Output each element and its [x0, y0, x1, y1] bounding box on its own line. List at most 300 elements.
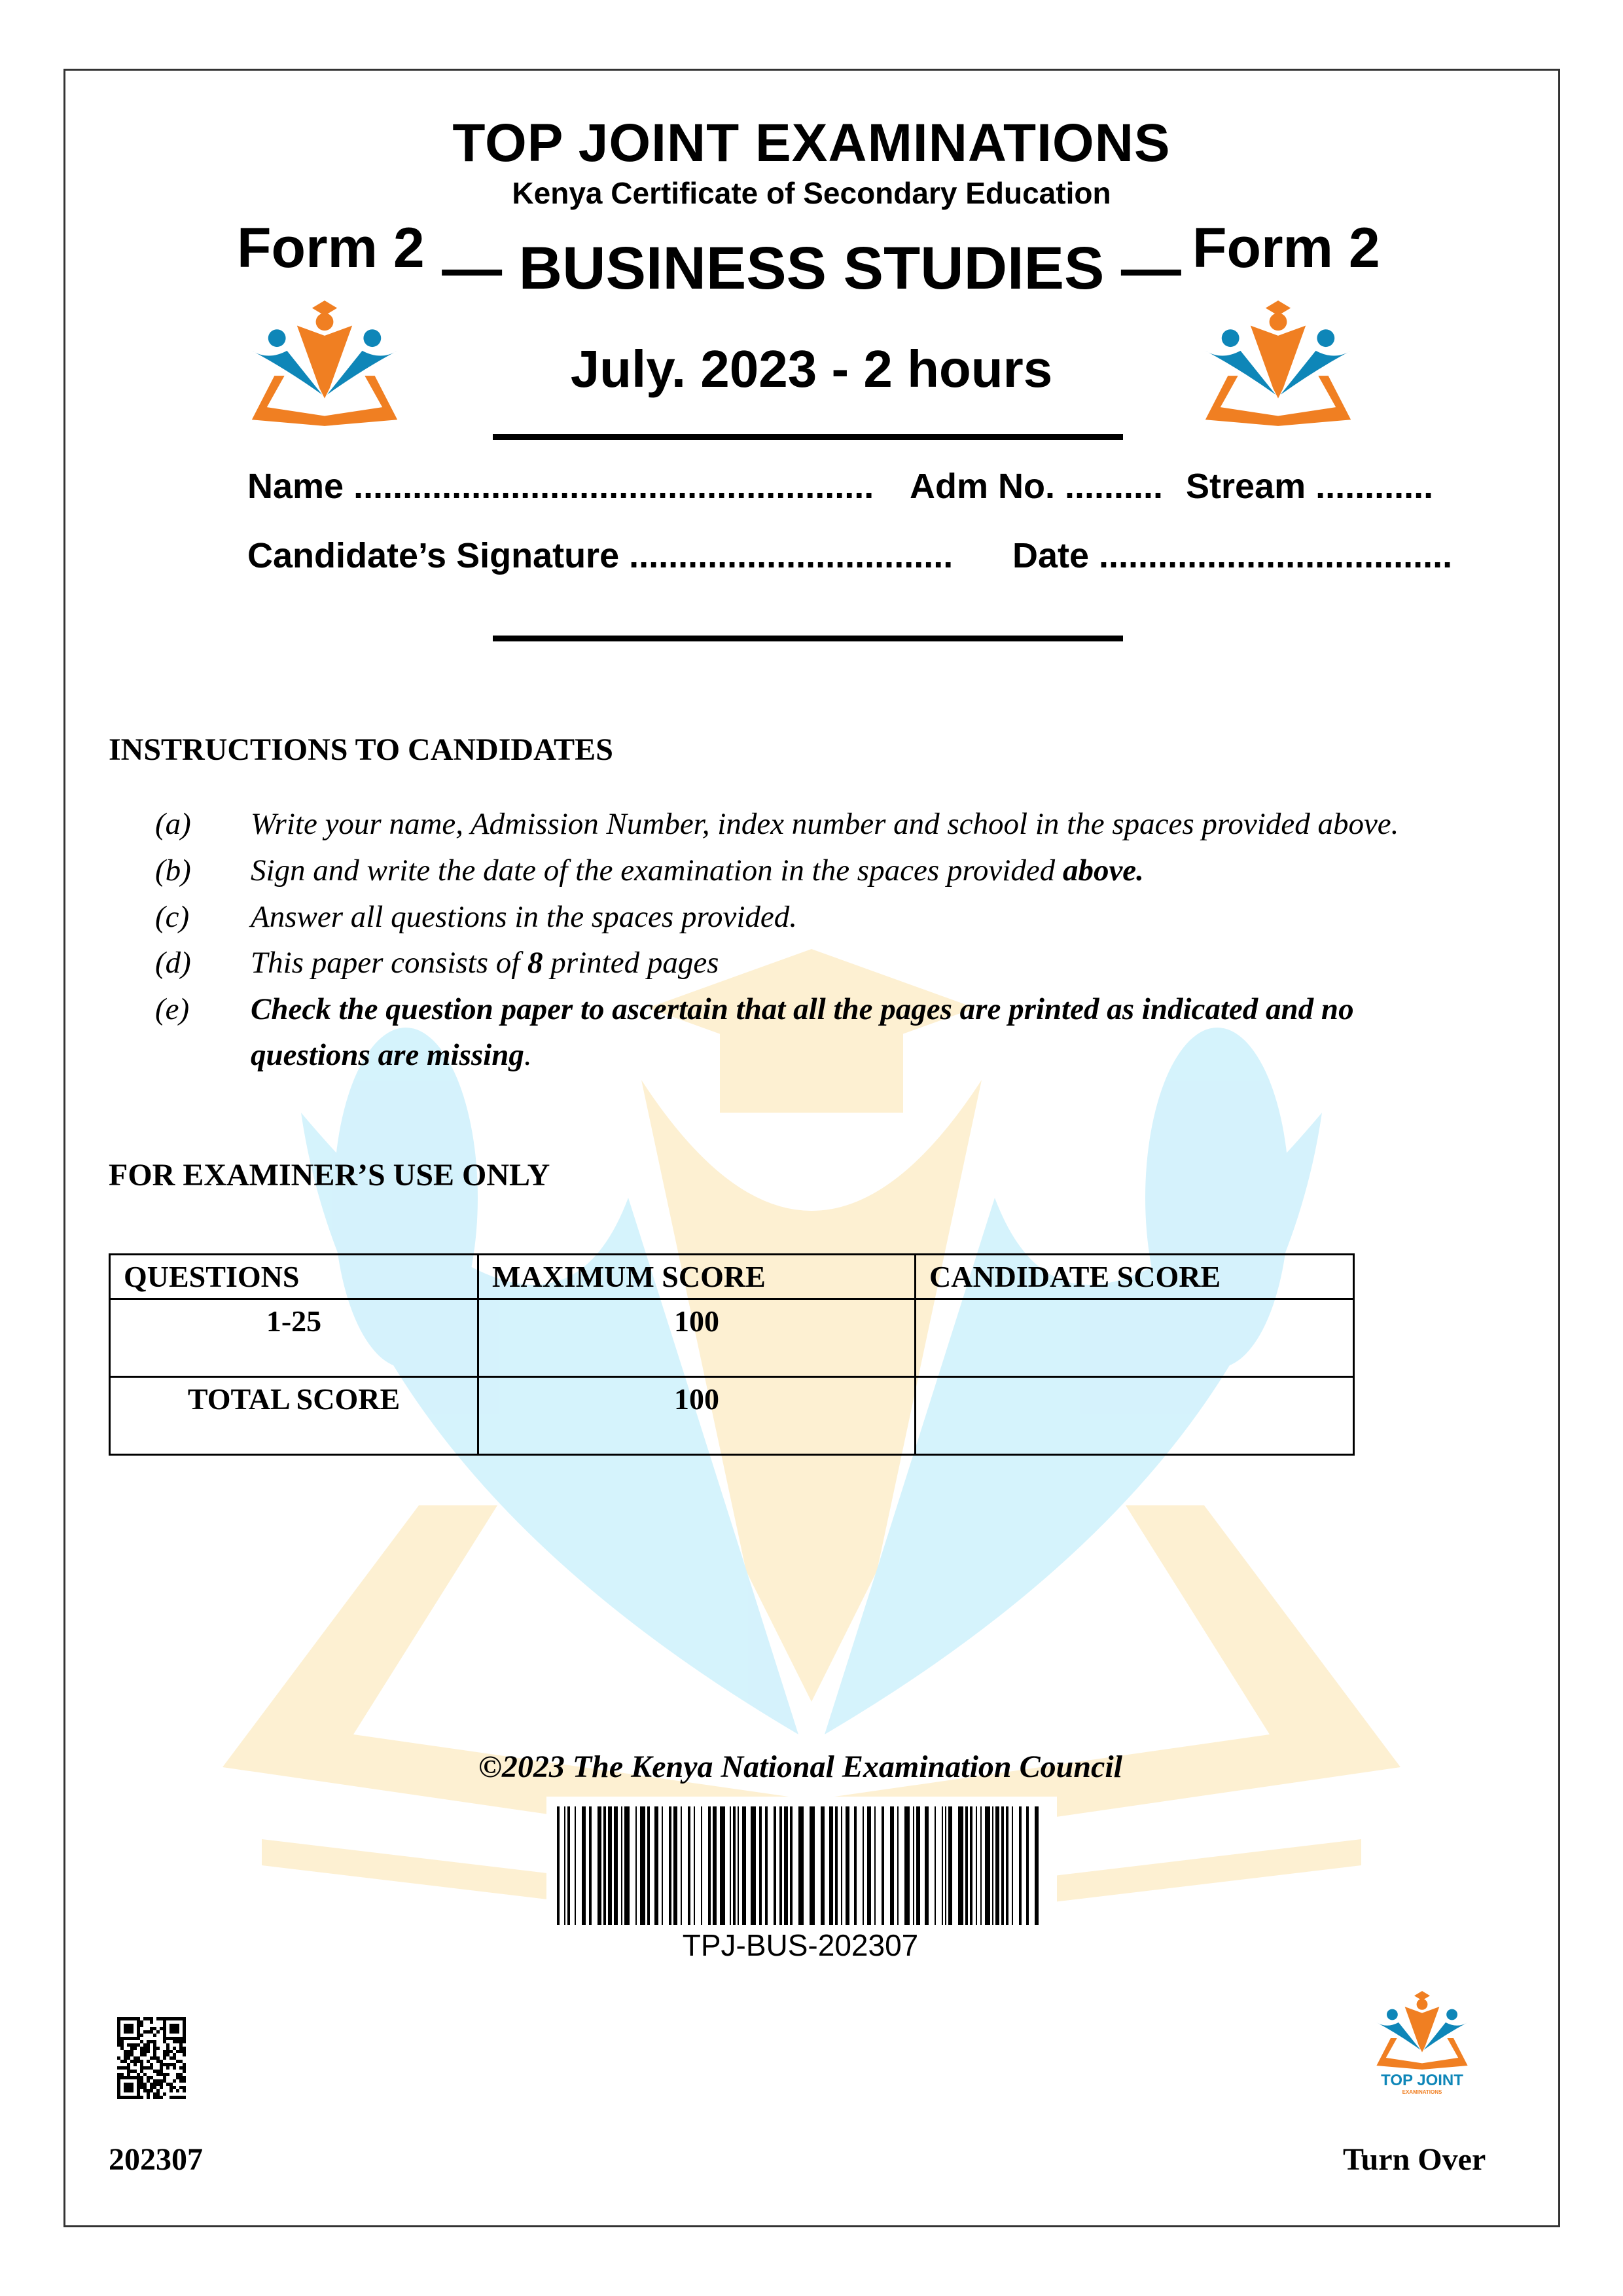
barcode-bar: [890, 1806, 894, 1925]
qr-module: [176, 2089, 179, 2092]
barcode-bar: [913, 1806, 914, 1925]
qr-module: [127, 2089, 130, 2092]
exam-subtitle: Kenya Certificate of Secondary Education: [512, 176, 1111, 210]
qr-module: [127, 2076, 130, 2079]
qr-module: [153, 2086, 156, 2089]
qr-module: [150, 2076, 153, 2079]
barcode-bar: [945, 1806, 946, 1925]
qr-module: [163, 2092, 166, 2096]
qr-module: [153, 2070, 156, 2073]
barcode-bar: [774, 1806, 776, 1925]
barcode-text: TPJ-BUS-202307: [682, 1928, 919, 1962]
qr-module: [156, 2079, 160, 2083]
qr-module: [147, 2079, 150, 2083]
barcode-bar: [867, 1806, 871, 1925]
qr-module: [117, 2079, 120, 2083]
qr-module: [176, 2017, 179, 2020]
qr-module: [140, 2034, 143, 2037]
qr-module: [179, 2096, 183, 2099]
qr-module: [127, 2066, 130, 2070]
qr-module: [160, 2096, 163, 2099]
qr-module: [130, 2027, 134, 2030]
qr-module: [183, 2066, 186, 2070]
qr-module: [120, 2040, 124, 2043]
signature-field[interactable]: Candidate’s Signature .................................: [247, 536, 954, 575]
qr-module: [117, 2096, 120, 2099]
barcode-bar: [829, 1806, 833, 1925]
barcode-bar: [647, 1806, 650, 1925]
qr-module: [127, 2050, 130, 2053]
qr-module: [134, 2017, 137, 2020]
qr-module: [137, 2083, 140, 2086]
qr-module: [166, 2053, 169, 2056]
qr-module: [137, 2020, 140, 2024]
qr-module: [156, 2030, 160, 2034]
qr-module: [134, 2056, 137, 2060]
qr-module: [169, 2063, 173, 2066]
qr-module: [127, 2086, 130, 2089]
qr-module: [160, 2017, 163, 2020]
turn-over-text: Turn Over: [1343, 2142, 1486, 2177]
qr-module: [117, 2092, 120, 2096]
qr-module: [183, 2034, 186, 2037]
qr-module: [117, 2027, 120, 2030]
qr-module: [153, 2050, 156, 2053]
qr-module: [137, 2030, 140, 2034]
qr-module: [134, 2096, 137, 2099]
qr-module: [130, 2083, 134, 2086]
qr-module: [179, 2076, 183, 2079]
qr-module: [179, 2079, 183, 2083]
qr-module: [179, 2047, 183, 2050]
qr-module: [179, 2050, 183, 2053]
barcode-bar: [742, 1806, 746, 1925]
qr-module: [147, 2047, 150, 2050]
barcode-bar: [1035, 1806, 1039, 1925]
qr-module: [140, 2053, 143, 2056]
candidate-score-cell[interactable]: [916, 1377, 1354, 1455]
qr-module: [166, 2037, 169, 2040]
qr-module: [153, 2083, 156, 2086]
qr-module: [173, 2096, 176, 2099]
qr-module: [124, 2050, 127, 2053]
qr-module: [140, 2040, 143, 2043]
qr-module: [179, 2086, 183, 2089]
qr-module: [117, 2024, 120, 2027]
qr-module: [140, 2076, 143, 2079]
qr-module: [137, 2043, 140, 2047]
instruction-letter: (c): [155, 900, 190, 934]
qr-module: [169, 2056, 173, 2060]
barcode-bar: [863, 1806, 864, 1925]
qr-module: [137, 2089, 140, 2092]
instruction-letter: (a): [155, 807, 191, 841]
qr-module: [147, 2066, 150, 2070]
max-score-cell: 100: [478, 1377, 916, 1455]
barcode-bar: [575, 1806, 576, 1925]
qr-module: [127, 2037, 130, 2040]
qr-module: [150, 2063, 153, 2066]
barcode-bar: [942, 1806, 943, 1925]
barcode-bar: [713, 1806, 717, 1925]
qr-module: [147, 2040, 150, 2043]
qr-module: [150, 2086, 153, 2089]
barcode-bar: [970, 1806, 972, 1925]
qr-module: [179, 2060, 183, 2063]
qr-module: [153, 2034, 156, 2037]
qr-module: [137, 2073, 140, 2076]
qr-code-icon: [117, 2016, 186, 2100]
qr-module: [160, 2073, 163, 2076]
qr-module: [137, 2034, 140, 2037]
qr-module: [150, 2056, 153, 2060]
qr-module: [127, 2083, 130, 2086]
qr-module: [130, 2096, 134, 2099]
barcode-bar: [597, 1806, 601, 1925]
qr-module: [173, 2079, 176, 2083]
qr-module: [173, 2024, 176, 2027]
form-label-left: Form 2: [237, 217, 425, 279]
barcode-bar: [995, 1806, 999, 1925]
qr-module: [169, 2027, 173, 2030]
barcode-icon: [557, 1806, 1044, 1925]
barcode-bar: [841, 1806, 842, 1925]
qr-module: [143, 2086, 147, 2089]
barcode-bar: [708, 1806, 711, 1925]
qr-module: [173, 2040, 176, 2043]
qr-module: [143, 2073, 147, 2076]
qr-module: [143, 2089, 147, 2092]
qr-module: [134, 2047, 137, 2050]
qr-module: [130, 2047, 134, 2050]
qr-module: [134, 2037, 137, 2040]
table-row: [110, 1377, 1354, 1455]
qr-module: [120, 2047, 124, 2050]
qr-module: [150, 2030, 153, 2034]
qr-module: [163, 2020, 166, 2024]
qr-module: [147, 2092, 150, 2096]
qr-module: [137, 2096, 140, 2099]
qr-module: [160, 2070, 163, 2073]
qr-module: [130, 2060, 134, 2063]
qr-module: [143, 2066, 147, 2070]
qr-module: [130, 2043, 134, 2047]
barcode-bar: [662, 1806, 663, 1925]
barcode-bar: [673, 1806, 677, 1925]
qr-module: [120, 2043, 124, 2047]
qr-module: [120, 2037, 124, 2040]
logo-icon-left: [249, 300, 400, 426]
qr-module: [169, 2024, 173, 2027]
barcode-bar: [694, 1806, 695, 1925]
qr-module: [156, 2089, 160, 2092]
qr-module: [176, 2040, 179, 2043]
divider-bottom: [493, 636, 1123, 641]
qr-module: [127, 2030, 130, 2034]
qr-module: [173, 2047, 176, 2050]
barcode-bar: [904, 1806, 910, 1925]
barcode-bar: [582, 1806, 586, 1925]
qr-module: [156, 2092, 160, 2096]
qr-module: [179, 2040, 183, 2043]
qr-module: [117, 2089, 120, 2092]
qr-module: [124, 2083, 127, 2086]
barcode-bar: [784, 1806, 788, 1925]
qr-module: [153, 2027, 156, 2030]
qr-module: [147, 2017, 150, 2020]
barcode-bar: [733, 1806, 736, 1925]
instruction-letter: (e): [155, 992, 190, 1026]
qr-module: [140, 2047, 143, 2050]
qr-module: [183, 2024, 186, 2027]
qr-module: [173, 2053, 176, 2056]
qr-module: [140, 2083, 143, 2086]
qr-module: [169, 2083, 173, 2086]
stream-field[interactable]: Stream ............: [1186, 467, 1434, 506]
qr-module: [120, 2076, 124, 2079]
qr-module: [137, 2079, 140, 2083]
qr-module: [156, 2073, 160, 2076]
qr-module: [117, 2017, 120, 2020]
qr-module: [169, 2017, 173, 2020]
barcode-bar: [1019, 1806, 1022, 1925]
qr-module: [124, 2027, 127, 2030]
form-label-right: Form 2: [1192, 217, 1380, 279]
logo-icon-right: [1203, 300, 1353, 426]
barcode-bar: [640, 1806, 645, 1925]
adm-no-field[interactable]: Adm No. ..........: [910, 467, 1164, 506]
barcode-bar: [798, 1806, 804, 1925]
qr-module: [117, 2086, 120, 2089]
qr-module: [156, 2060, 160, 2063]
barcode-bar: [779, 1806, 782, 1925]
candidate-score-cell[interactable]: [916, 1299, 1354, 1377]
qr-module: [173, 2086, 176, 2089]
qr-module: [124, 2066, 127, 2070]
qr-module: [143, 2017, 147, 2020]
qr-module: [153, 2056, 156, 2060]
qr-module: [156, 2017, 160, 2020]
qr-module: [173, 2017, 176, 2020]
qr-module: [163, 2050, 166, 2053]
qr-module: [140, 2079, 143, 2083]
qr-module: [147, 2030, 150, 2034]
qr-module: [176, 2037, 179, 2040]
instruction-text: Check the question paper to ascertain that all the pages are printed as indicated and no: [251, 992, 1354, 1026]
qr-module: [153, 2096, 156, 2099]
qr-module: [117, 2056, 120, 2060]
qr-module: [130, 2076, 134, 2079]
barcode-bar: [835, 1806, 838, 1925]
qr-module: [127, 2056, 130, 2060]
instruction-text-cont: questions are missing.: [251, 1038, 532, 1072]
barcode-bar: [916, 1806, 920, 1925]
qr-module: [179, 2043, 183, 2047]
qr-module: [143, 2043, 147, 2047]
divider-top: [493, 434, 1123, 440]
qr-module: [183, 2037, 186, 2040]
qr-module: [156, 2070, 160, 2073]
qr-module: [120, 2066, 124, 2070]
qr-module: [124, 2037, 127, 2040]
barcode-bar: [654, 1806, 658, 1925]
name-field[interactable]: Name .....................................................: [247, 467, 874, 506]
qr-module: [160, 2060, 163, 2063]
qr-module: [137, 2060, 140, 2063]
barcode-bar: [1001, 1806, 1004, 1925]
qr-module: [163, 2030, 166, 2034]
barcode-bar: [976, 1806, 977, 1925]
column-header: MAXIMUM SCORE: [478, 1255, 916, 1299]
qr-module: [120, 2073, 124, 2076]
qr-module: [147, 2089, 150, 2092]
qr-module: [173, 2037, 176, 2040]
qr-module: [120, 2017, 124, 2020]
table-header-row: [110, 1255, 1354, 1299]
qr-module: [140, 2086, 143, 2089]
qr-module: [130, 2089, 134, 2092]
qr-module: [176, 2073, 179, 2076]
qr-module: [147, 2096, 150, 2099]
qr-module: [143, 2083, 147, 2086]
barcode-bar: [925, 1806, 929, 1925]
instructions-heading: INSTRUCTIONS TO CANDIDATES: [109, 732, 613, 767]
qr-module: [169, 2030, 173, 2034]
qr-module: [153, 2040, 156, 2043]
copyright-text: ©2023 The Kenya National Examination Council: [478, 1749, 1122, 1784]
qr-module: [176, 2027, 179, 2030]
qr-module: [163, 2034, 166, 2037]
qr-module: [140, 2070, 143, 2073]
qr-module: [124, 2076, 127, 2079]
qr-module: [166, 2066, 169, 2070]
date-field[interactable]: Date ....................................: [1012, 536, 1453, 575]
barcode-bar: [621, 1806, 622, 1925]
qr-module: [176, 2060, 179, 2063]
qr-module: [169, 2050, 173, 2053]
qr-module: [140, 2024, 143, 2027]
barcode-bar: [980, 1806, 982, 1925]
qr-module: [124, 2024, 127, 2027]
barcode-bar: [759, 1806, 762, 1925]
barcode-bar: [958, 1806, 963, 1925]
qr-module: [134, 2076, 137, 2079]
barcode-bar: [965, 1806, 968, 1925]
qr-module: [163, 2024, 166, 2027]
qr-module: [130, 2050, 134, 2053]
table-row: [110, 1299, 1354, 1377]
barcode-bar: [846, 1806, 849, 1925]
qr-module: [163, 2027, 166, 2030]
qr-module: [137, 2024, 140, 2027]
qr-module: [143, 2030, 147, 2034]
barcode-bar: [701, 1806, 702, 1925]
qr-module: [140, 2063, 143, 2066]
qr-module: [163, 2037, 166, 2040]
qr-module: [183, 2030, 186, 2034]
qr-module: [183, 2096, 186, 2099]
qr-module: [147, 2076, 150, 2079]
barcode-bar: [751, 1806, 756, 1925]
qr-module: [173, 2063, 176, 2066]
qr-module: [173, 2027, 176, 2030]
qr-module: [137, 2056, 140, 2060]
barcode-bar: [985, 1806, 990, 1925]
qr-module: [183, 2086, 186, 2089]
qr-module: [150, 2089, 153, 2092]
qr-module: [137, 2037, 140, 2040]
qr-module: [156, 2083, 160, 2086]
qr-module: [140, 2060, 143, 2063]
qr-module: [169, 2089, 173, 2092]
qr-module: [179, 2037, 183, 2040]
qr-module: [153, 2092, 156, 2096]
qr-module: [166, 2017, 169, 2020]
instruction-text: Sign and write the date of the examination in the spaces provided above.: [251, 853, 1144, 888]
column-header: CANDIDATE SCORE: [916, 1255, 1354, 1299]
barcode-bar: [948, 1806, 952, 1925]
footer-logo-subtext: EXAMINATIONS: [1402, 2089, 1442, 2095]
qr-module: [137, 2076, 140, 2079]
qr-module: [127, 2070, 130, 2073]
qr-module: [137, 2017, 140, 2020]
qr-module: [124, 2056, 127, 2060]
qr-module: [183, 2063, 186, 2066]
qr-module: [124, 2060, 127, 2063]
qr-module: [163, 2063, 166, 2066]
barcode-bar: [935, 1806, 936, 1925]
qr-module: [130, 2053, 134, 2056]
qr-module: [160, 2063, 163, 2066]
qr-module: [160, 2079, 163, 2083]
barcode-bar: [681, 1806, 682, 1925]
barcode-bar: [567, 1806, 570, 1925]
qr-module: [150, 2017, 153, 2020]
qr-module: [160, 2083, 163, 2086]
qr-module: [127, 2043, 130, 2047]
questions-cell: TOTAL SCORE: [110, 1377, 478, 1455]
paper-code: 202307: [109, 2142, 203, 2177]
qr-module: [117, 2034, 120, 2037]
qr-module: [166, 2063, 169, 2066]
qr-module: [153, 2047, 156, 2050]
qr-module: [176, 2030, 179, 2034]
qr-module: [130, 2024, 134, 2027]
barcode-bar: [614, 1806, 618, 1925]
qr-module: [163, 2076, 166, 2079]
qr-module: [150, 2083, 153, 2086]
instruction-text: Write your name, Admission Number, index number and school in the spaces provided above.: [251, 807, 1399, 841]
qr-module: [130, 2030, 134, 2034]
qr-module: [130, 2070, 134, 2073]
qr-module: [134, 2043, 137, 2047]
qr-module: [127, 2053, 130, 2056]
qr-module: [137, 2027, 140, 2030]
qr-module: [166, 2073, 169, 2076]
qr-module: [156, 2096, 160, 2099]
barcode-bar: [1006, 1806, 1008, 1925]
qr-module: [176, 2050, 179, 2053]
qr-module: [124, 2089, 127, 2092]
qr-module: [166, 2083, 169, 2086]
qr-module: [147, 2043, 150, 2047]
barcode-bar: [874, 1806, 876, 1925]
instruction-text: This paper consists of 8 printed pages: [251, 946, 719, 980]
qr-module: [124, 2096, 127, 2099]
qr-module: [153, 2053, 156, 2056]
qr-module: [156, 2056, 160, 2060]
qr-module: [153, 2079, 156, 2083]
